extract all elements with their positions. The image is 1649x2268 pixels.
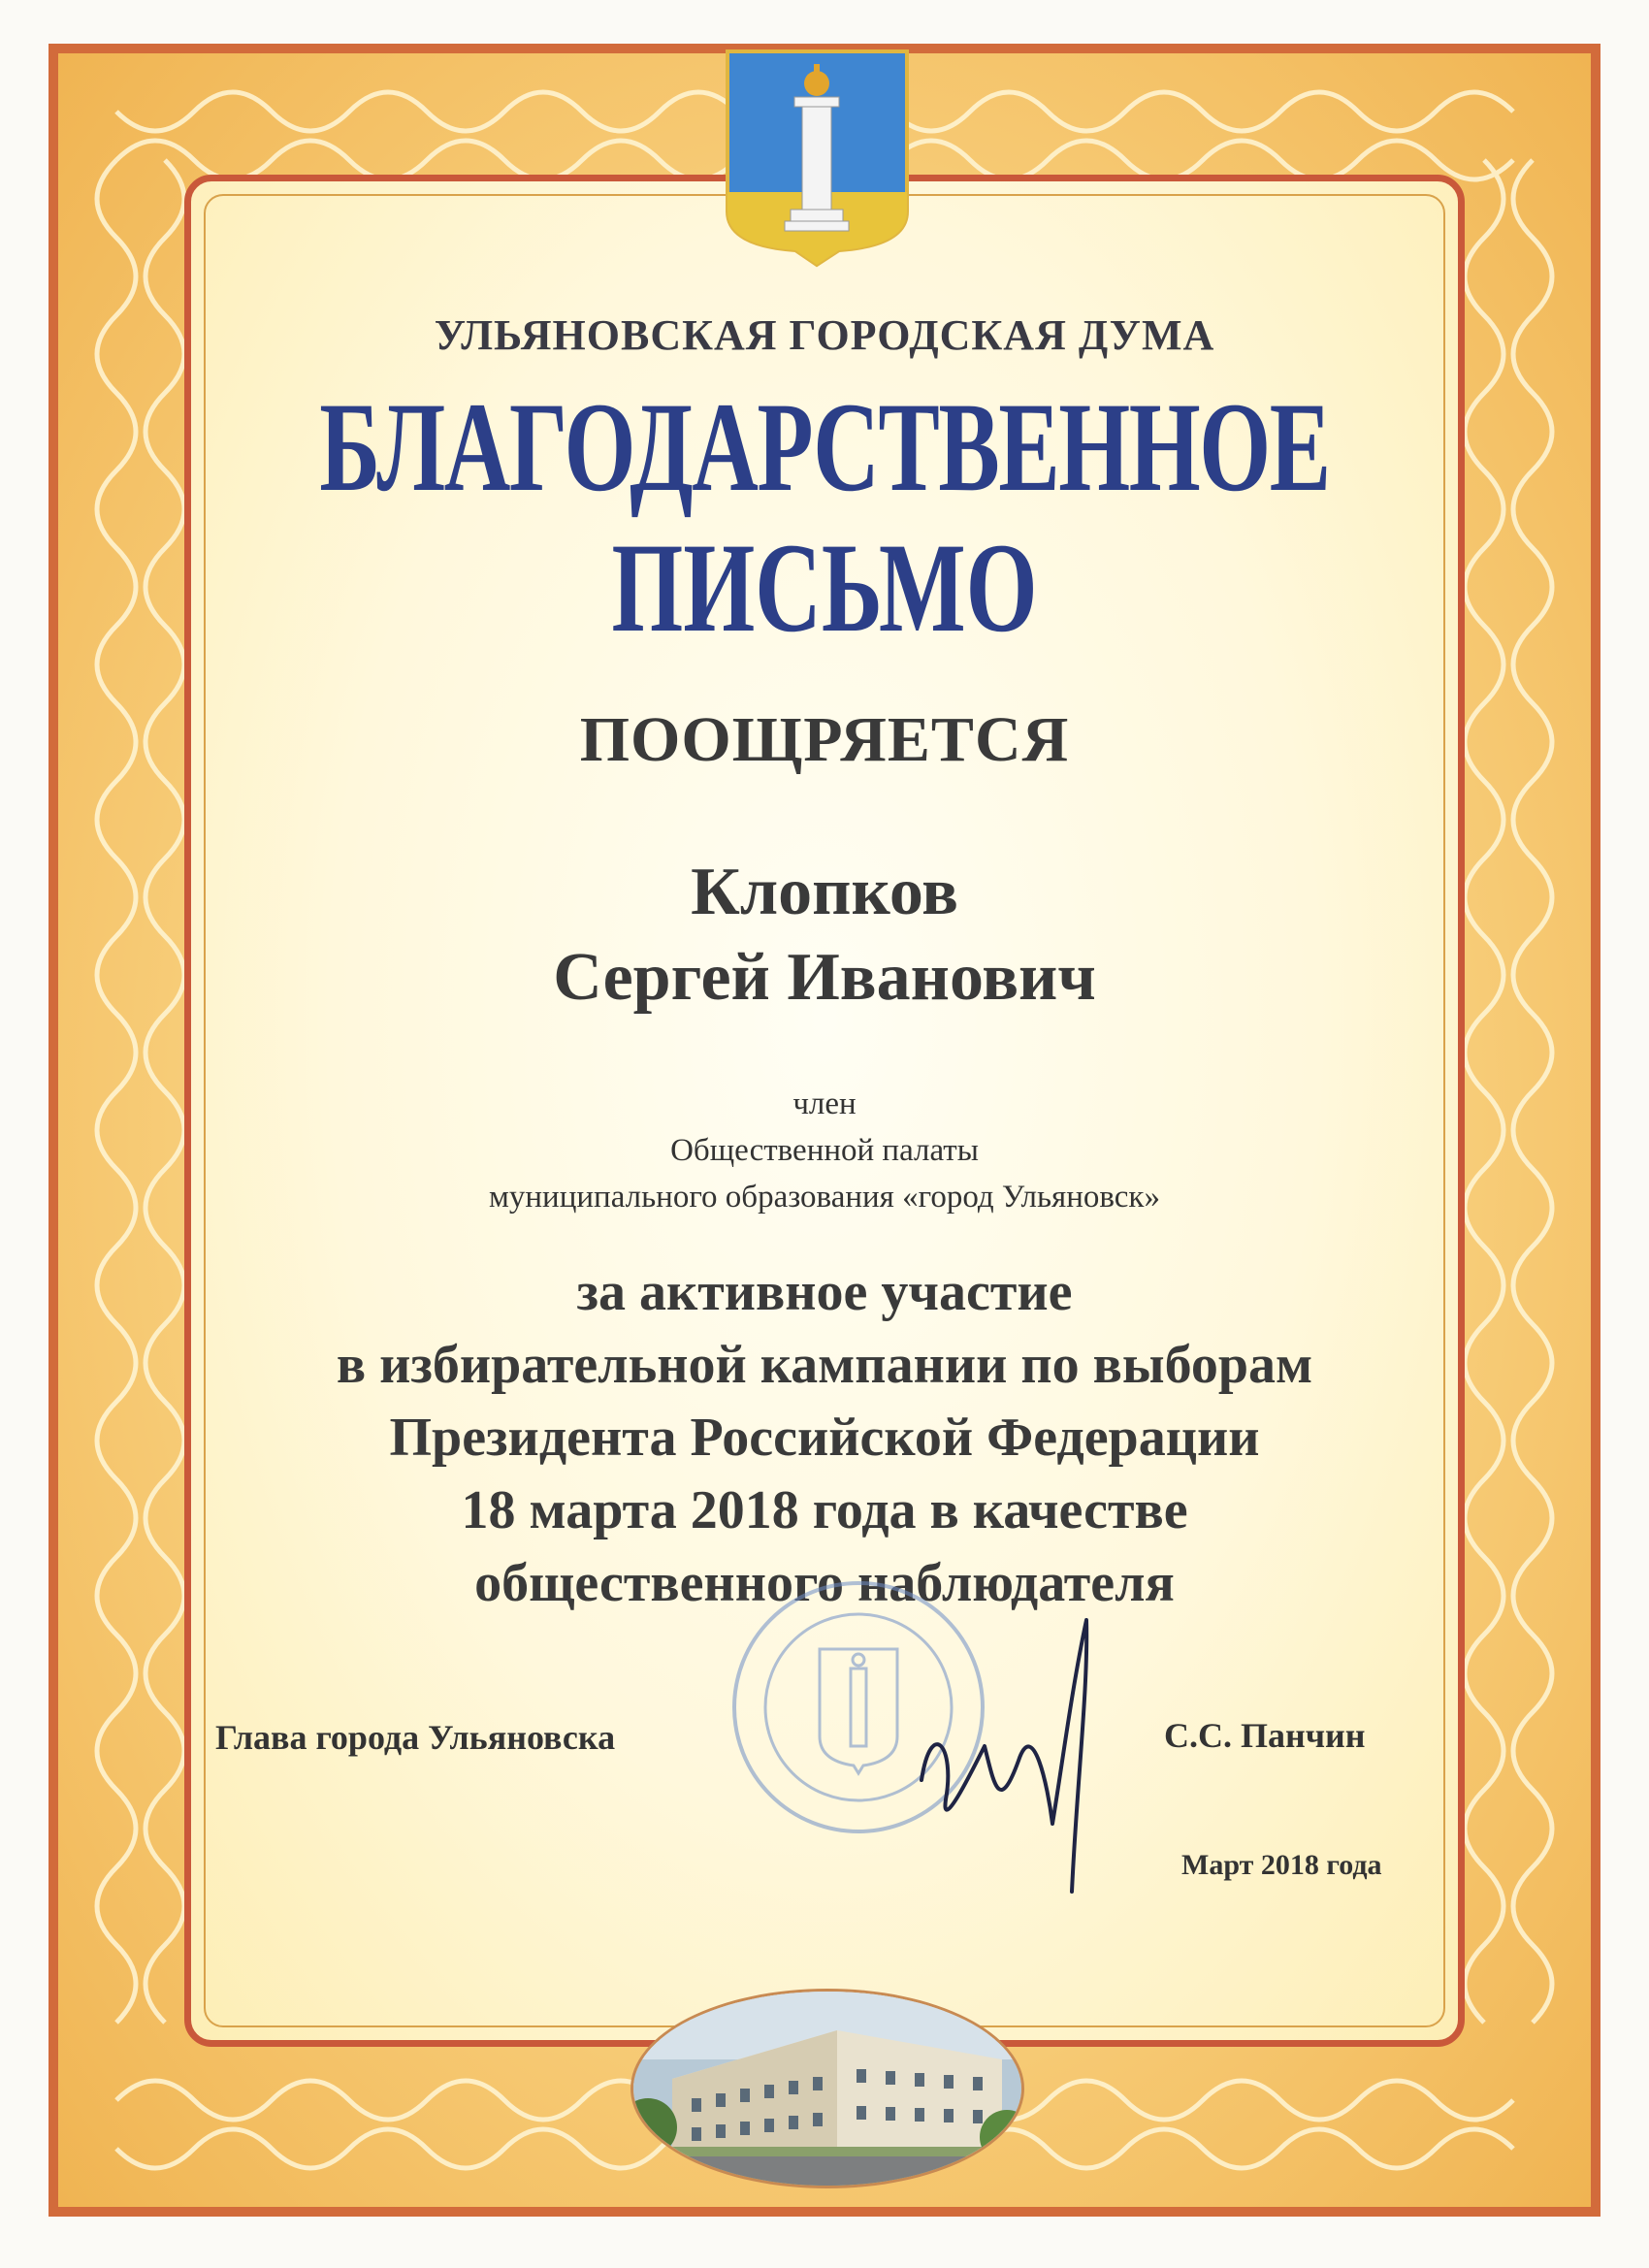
encouraged-heading: ПООЩРЯЕТСЯ: [579, 704, 1070, 775]
award-reason-line: 18 марта 2018 года в качестве: [461, 1480, 1188, 1540]
award-reason-line: Президента Российской Федерации: [389, 1408, 1260, 1468]
document-title-line1: БЛАГОДАРСТВЕННОЕ: [319, 375, 1330, 518]
recipient-position-line: член: [792, 1086, 857, 1121]
award-reason-line: в избирательной кампании по выборам: [336, 1335, 1313, 1395]
organization-name: УЛЬЯНОВСКАЯ ГОРОДСКАЯ ДУМА: [434, 311, 1215, 359]
handwritten-signature: [902, 1601, 1135, 1911]
signatory-name: С.С. Панчин: [1164, 1716, 1366, 1755]
award-reason-line: общественного наблюдателя: [474, 1553, 1175, 1613]
recipient-given-names: Сергей Иванович: [553, 940, 1096, 1015]
recipient-position-line: Общественной палаты: [670, 1133, 979, 1168]
document-title-line2: ПИСЬМО: [611, 516, 1038, 659]
city-hall-building-photo: [630, 1989, 1024, 2188]
recipient-position-line: муниципального образования «город Ульяновск»: [489, 1180, 1160, 1215]
issue-date: Март 2018 года: [1181, 1849, 1382, 1881]
signatory-title: Глава города Ульяновска: [215, 1718, 616, 1757]
award-reason-line: за активное участие: [576, 1262, 1073, 1322]
recipient-surname: Клопков: [691, 855, 958, 929]
ulyanovsk-coat-of-arms-icon: [723, 47, 912, 268]
